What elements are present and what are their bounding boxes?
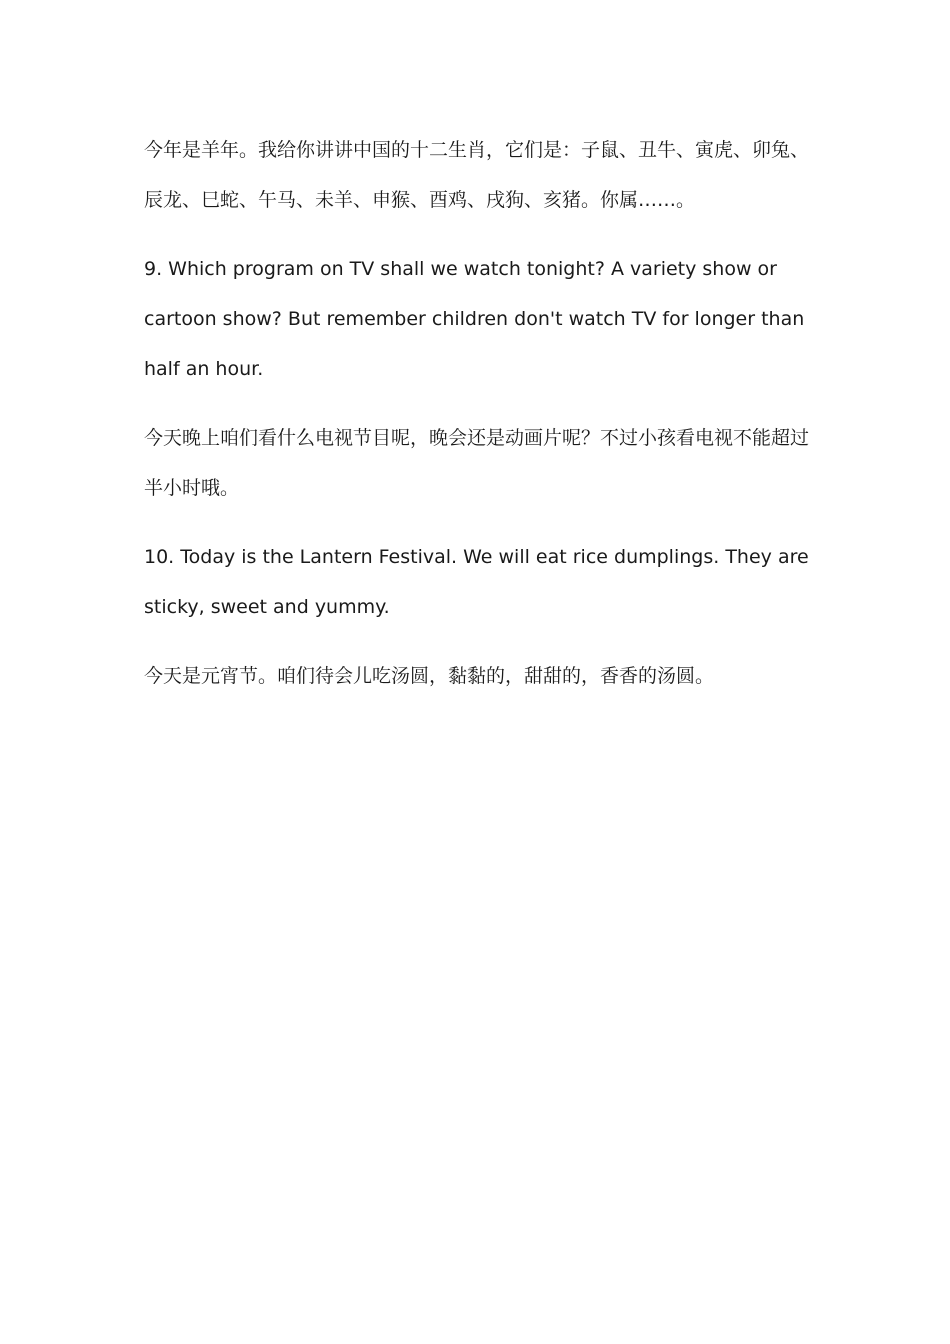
paragraph-9-english: 9. Which program on TV shall we watch tonight? A variety show or cartoon show? But remember children don't watch TV for longer than half an hour. xyxy=(144,258,805,380)
paragraph-10-english: 10. Today is the Lantern Festival. We will eat rice dumplings. They are sticky, sweet and yummy. xyxy=(144,546,809,618)
paragraph-9-chinese: 今天晚上咱们看什么电视节目呢，晚会还是动画片呢？不过小孩看电视不能超过半小时哦。 xyxy=(144,427,810,499)
paragraph-10-chinese: 今天是元宵节。咱们待会儿吃汤圆，黏黏的，甜甜的，香香的汤圆。 xyxy=(144,665,715,687)
document-body xyxy=(144,125,814,720)
paragraph-zodiac-chinese: 今年是羊年。我给你讲讲中国的十二生肖，它们是：子鼠、丑牛、寅虎、卯兔、辰龙、巳蛇、午马、未羊、申猴、酉鸡、戌狗、亥猪。你属……。 xyxy=(144,139,810,211)
